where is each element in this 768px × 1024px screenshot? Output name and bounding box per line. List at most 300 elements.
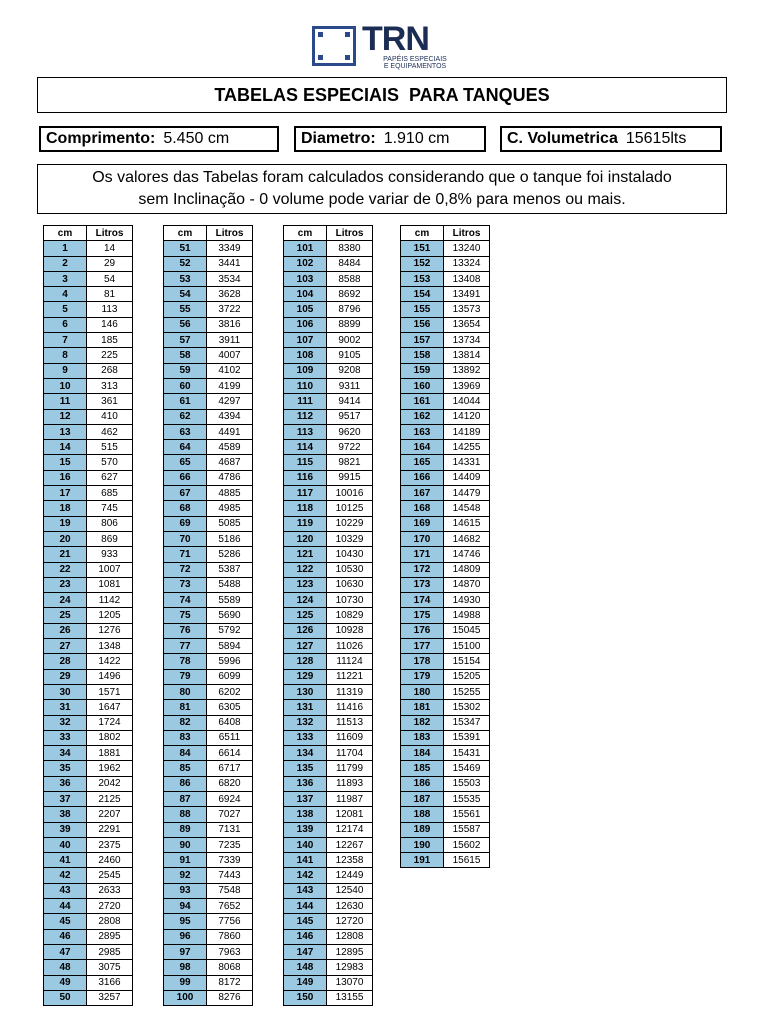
cell-litros: 2720 (87, 899, 133, 914)
table-row (284, 287, 373, 302)
cell-litros: 11987 (327, 791, 373, 806)
table-row (164, 883, 253, 898)
cell-litros: 13070 (327, 975, 373, 990)
cell-cm: 21 (44, 547, 87, 562)
header-litros: Litros (87, 226, 133, 241)
cell-litros: 2895 (87, 929, 133, 944)
cell-cm: 81 (164, 700, 207, 715)
table-row (164, 822, 253, 837)
cell-litros: 5690 (207, 608, 253, 623)
table-row (284, 715, 373, 730)
volume-table-2 (163, 225, 253, 1006)
table-row (401, 669, 490, 684)
cell-cm: 158 (401, 348, 444, 363)
table-row (401, 470, 490, 485)
table-row (284, 883, 373, 898)
cell-cm: 79 (164, 669, 207, 684)
table-row (284, 960, 373, 975)
cell-cm: 138 (284, 807, 327, 822)
cell-litros: 29 (87, 256, 133, 271)
table-row (44, 409, 133, 424)
table-row (164, 960, 253, 975)
cell-cm: 146 (284, 929, 327, 944)
cell-litros: 2125 (87, 791, 133, 806)
cell-cm: 57 (164, 333, 207, 348)
table-row (164, 654, 253, 669)
cell-litros: 8692 (327, 287, 373, 302)
cell-cm: 147 (284, 944, 327, 959)
cell-cm: 118 (284, 501, 327, 516)
cell-litros: 9208 (327, 363, 373, 378)
cell-cm: 91 (164, 853, 207, 868)
cell-cm: 132 (284, 715, 327, 730)
cell-litros: 361 (87, 394, 133, 409)
cell-litros: 13240 (444, 241, 490, 256)
table-row (44, 271, 133, 286)
cell-cm: 140 (284, 837, 327, 852)
table-row (401, 531, 490, 546)
table-row (164, 302, 253, 317)
cell-litros: 10829 (327, 608, 373, 623)
cell-litros: 3075 (87, 960, 133, 975)
cell-cm: 86 (164, 776, 207, 791)
cell-cm: 77 (164, 639, 207, 654)
table-row (401, 822, 490, 837)
cell-litros: 12720 (327, 914, 373, 929)
table-row (401, 837, 490, 852)
table-row (164, 669, 253, 684)
cell-litros: 1205 (87, 608, 133, 623)
table-row (401, 363, 490, 378)
table-row (164, 730, 253, 745)
cell-cm: 48 (44, 960, 87, 975)
table-row (164, 378, 253, 393)
cell-cm: 19 (44, 516, 87, 531)
cell-litros: 15100 (444, 639, 490, 654)
table-header-row (44, 226, 133, 241)
table-row (164, 807, 253, 822)
cell-cm: 35 (44, 761, 87, 776)
table-row (44, 669, 133, 684)
table-row (284, 424, 373, 439)
table-row (284, 409, 373, 424)
table-row (164, 990, 253, 1005)
table-row (44, 715, 133, 730)
cell-litros: 14255 (444, 440, 490, 455)
cell-litros: 11893 (327, 776, 373, 791)
table-row (44, 577, 133, 592)
cell-cm: 163 (401, 424, 444, 439)
cell-cm: 27 (44, 639, 87, 654)
cell-litros: 9722 (327, 440, 373, 455)
cell-litros: 11319 (327, 684, 373, 699)
cell-cm: 24 (44, 593, 87, 608)
table-row (401, 715, 490, 730)
cell-litros: 14930 (444, 593, 490, 608)
cell-cm: 143 (284, 883, 327, 898)
cell-cm: 187 (401, 791, 444, 806)
cell-cm: 33 (44, 730, 87, 745)
cell-litros: 6511 (207, 730, 253, 745)
table-row (44, 944, 133, 959)
header-cm: cm (401, 226, 444, 241)
table-row (284, 501, 373, 516)
table-row (284, 700, 373, 715)
table-row (164, 424, 253, 439)
cell-litros: 10430 (327, 547, 373, 562)
cell-litros: 9915 (327, 470, 373, 485)
table-row (284, 914, 373, 929)
table-row (164, 577, 253, 592)
cell-litros: 13408 (444, 271, 490, 286)
cell-cm: 70 (164, 531, 207, 546)
cell-cm: 85 (164, 761, 207, 776)
table-row (44, 501, 133, 516)
cell-litros: 11513 (327, 715, 373, 730)
cell-cm: 124 (284, 593, 327, 608)
table-row (284, 440, 373, 455)
table-row (164, 455, 253, 470)
cell-litros: 1962 (87, 761, 133, 776)
volumetrica-label: C. Volumetrica (507, 130, 618, 147)
cell-cm: 188 (401, 807, 444, 822)
page-title: TABELAS ESPECIAIS PARA TANQUES (37, 77, 727, 113)
cell-litros: 4297 (207, 394, 253, 409)
cell-litros: 15587 (444, 822, 490, 837)
cell-litros: 11799 (327, 761, 373, 776)
cell-cm: 113 (284, 424, 327, 439)
cell-cm: 136 (284, 776, 327, 791)
cell-litros: 15431 (444, 746, 490, 761)
cell-litros: 10329 (327, 531, 373, 546)
cell-litros: 15615 (444, 853, 490, 868)
cell-litros: 13155 (327, 990, 373, 1005)
cell-cm: 18 (44, 501, 87, 516)
cell-litros: 6202 (207, 684, 253, 699)
cell-cm: 44 (44, 899, 87, 914)
table-row (164, 868, 253, 883)
cell-cm: 99 (164, 975, 207, 990)
cell-litros: 13654 (444, 317, 490, 332)
cell-litros: 4985 (207, 501, 253, 516)
cell-litros: 14615 (444, 516, 490, 531)
table-row (284, 837, 373, 852)
table-row (44, 440, 133, 455)
table-row (401, 577, 490, 592)
cell-litros: 9105 (327, 348, 373, 363)
cell-cm: 156 (401, 317, 444, 332)
cell-litros: 9620 (327, 424, 373, 439)
cell-cm: 92 (164, 868, 207, 883)
cell-cm: 11 (44, 394, 87, 409)
table-row (44, 746, 133, 761)
cell-litros: 15602 (444, 837, 490, 852)
cell-litros: 146 (87, 317, 133, 332)
table-row (44, 348, 133, 363)
cell-litros: 10530 (327, 562, 373, 577)
table-row (284, 746, 373, 761)
cell-litros: 14682 (444, 531, 490, 546)
note-box (37, 164, 727, 214)
cell-litros: 12540 (327, 883, 373, 898)
cell-cm: 159 (401, 363, 444, 378)
cell-litros: 685 (87, 486, 133, 501)
cell-cm: 29 (44, 669, 87, 684)
table-row (401, 271, 490, 286)
cell-cm: 59 (164, 363, 207, 378)
cell-litros: 14746 (444, 547, 490, 562)
cell-litros: 13491 (444, 287, 490, 302)
table-row (44, 990, 133, 1005)
cell-litros: 515 (87, 440, 133, 455)
table-row (164, 271, 253, 286)
cell-cm: 13 (44, 424, 87, 439)
cell-litros: 3722 (207, 302, 253, 317)
table-row (401, 455, 490, 470)
table-row (284, 684, 373, 699)
table-row (164, 608, 253, 623)
cell-cm: 139 (284, 822, 327, 837)
table-row (44, 608, 133, 623)
cell-cm: 4 (44, 287, 87, 302)
cell-cm: 154 (401, 287, 444, 302)
table-row (44, 333, 133, 348)
cell-litros: 15045 (444, 623, 490, 638)
header-cm: cm (44, 226, 87, 241)
cell-litros: 6924 (207, 791, 253, 806)
table-row (164, 440, 253, 455)
cell-cm: 128 (284, 654, 327, 669)
cell-cm: 148 (284, 960, 327, 975)
volume-table-3 (283, 225, 373, 1006)
table-row (284, 256, 373, 271)
cell-cm: 116 (284, 470, 327, 485)
cell-cm: 185 (401, 761, 444, 776)
cell-litros: 12449 (327, 868, 373, 883)
cell-cm: 141 (284, 853, 327, 868)
cell-cm: 98 (164, 960, 207, 975)
table-row (164, 929, 253, 944)
cell-cm: 3 (44, 271, 87, 286)
table-row (401, 302, 490, 317)
cell-litros: 1007 (87, 562, 133, 577)
cell-litros: 3257 (87, 990, 133, 1005)
cell-cm: 1 (44, 241, 87, 256)
cell-cm: 82 (164, 715, 207, 730)
cell-litros: 15535 (444, 791, 490, 806)
cell-litros: 4102 (207, 363, 253, 378)
cell-litros: 7652 (207, 899, 253, 914)
cell-cm: 162 (401, 409, 444, 424)
cell-cm: 178 (401, 654, 444, 669)
cell-cm: 129 (284, 669, 327, 684)
table-row (401, 394, 490, 409)
cell-cm: 7 (44, 333, 87, 348)
cell-litros: 1081 (87, 577, 133, 592)
cell-litros: 10928 (327, 623, 373, 638)
cell-cm: 145 (284, 914, 327, 929)
cell-litros: 8380 (327, 241, 373, 256)
table-row (164, 899, 253, 914)
table-row (164, 837, 253, 852)
cell-litros: 8276 (207, 990, 253, 1005)
cell-cm: 142 (284, 868, 327, 883)
cell-litros: 2633 (87, 883, 133, 898)
cell-cm: 60 (164, 378, 207, 393)
cell-cm: 5 (44, 302, 87, 317)
cell-cm: 45 (44, 914, 87, 929)
cell-cm: 170 (401, 531, 444, 546)
cell-litros: 5186 (207, 531, 253, 546)
diametro-label: Diametro: (301, 130, 376, 147)
table-row (284, 776, 373, 791)
table-row (401, 348, 490, 363)
cell-litros: 11704 (327, 746, 373, 761)
cell-cm: 189 (401, 822, 444, 837)
header-litros: Litros (444, 226, 490, 241)
table-row (44, 302, 133, 317)
cell-cm: 120 (284, 531, 327, 546)
cell-cm: 181 (401, 700, 444, 715)
cell-litros: 14120 (444, 409, 490, 424)
cell-litros: 3816 (207, 317, 253, 332)
cell-litros: 15347 (444, 715, 490, 730)
table-row (44, 730, 133, 745)
table-row (401, 807, 490, 822)
table-row (401, 730, 490, 745)
cell-litros: 10125 (327, 501, 373, 516)
cell-cm: 179 (401, 669, 444, 684)
cell-cm: 6 (44, 317, 87, 332)
cell-litros: 627 (87, 470, 133, 485)
cell-litros: 1496 (87, 669, 133, 684)
table-row (284, 486, 373, 501)
cell-litros: 14331 (444, 455, 490, 470)
table-row (44, 241, 133, 256)
cell-litros: 2985 (87, 944, 133, 959)
table-row (164, 944, 253, 959)
cell-cm: 134 (284, 746, 327, 761)
table-row (284, 333, 373, 348)
table-row (164, 623, 253, 638)
cell-cm: 157 (401, 333, 444, 348)
table-row (284, 593, 373, 608)
volumetrica-value: 15615lts (625, 130, 687, 147)
comprimento-value: 5.450 cm (163, 130, 230, 147)
cell-cm: 58 (164, 348, 207, 363)
table-row (401, 256, 490, 271)
table-row (44, 776, 133, 791)
cell-cm: 31 (44, 700, 87, 715)
cell-litros: 2375 (87, 837, 133, 852)
table-row (284, 271, 373, 286)
cell-litros: 11026 (327, 639, 373, 654)
cell-litros: 1647 (87, 700, 133, 715)
cell-cm: 80 (164, 684, 207, 699)
table-row (164, 348, 253, 363)
table-row (44, 593, 133, 608)
cell-cm: 36 (44, 776, 87, 791)
header-cm: cm (164, 226, 207, 241)
cell-cm: 167 (401, 486, 444, 501)
cell-litros: 13324 (444, 256, 490, 271)
cell-litros: 5792 (207, 623, 253, 638)
table-row (284, 348, 373, 363)
cell-cm: 144 (284, 899, 327, 914)
cell-cm: 66 (164, 470, 207, 485)
table-row (44, 791, 133, 806)
table-row (164, 317, 253, 332)
table-row (44, 317, 133, 332)
cell-litros: 15302 (444, 700, 490, 715)
table-row (401, 333, 490, 348)
cell-cm: 168 (401, 501, 444, 516)
cell-cm: 78 (164, 654, 207, 669)
table-row (164, 700, 253, 715)
cell-cm: 190 (401, 837, 444, 852)
cell-cm: 17 (44, 486, 87, 501)
cell-litros: 15205 (444, 669, 490, 684)
volume-table-1 (43, 225, 133, 1006)
cell-cm: 20 (44, 531, 87, 546)
table-row (401, 547, 490, 562)
cell-litros: 2545 (87, 868, 133, 883)
cell-cm: 22 (44, 562, 87, 577)
cell-cm: 47 (44, 944, 87, 959)
cell-litros: 9311 (327, 378, 373, 393)
cell-litros: 7963 (207, 944, 253, 959)
table-row (164, 363, 253, 378)
table-row (44, 486, 133, 501)
cell-litros: 5085 (207, 516, 253, 531)
table-row (44, 883, 133, 898)
table-row (164, 394, 253, 409)
cell-litros: 9002 (327, 333, 373, 348)
table-row (401, 440, 490, 455)
cell-litros: 4199 (207, 378, 253, 393)
cell-cm: 108 (284, 348, 327, 363)
table-row (401, 378, 490, 393)
table-row (284, 470, 373, 485)
table-row (284, 516, 373, 531)
cell-litros: 1571 (87, 684, 133, 699)
cell-cm: 49 (44, 975, 87, 990)
table-row (284, 302, 373, 317)
header-litros: Litros (207, 226, 253, 241)
cell-cm: 177 (401, 639, 444, 654)
cell-cm: 114 (284, 440, 327, 455)
table-row (401, 516, 490, 531)
table-row (164, 256, 253, 271)
cell-cm: 53 (164, 271, 207, 286)
cell-litros: 15255 (444, 684, 490, 699)
table-row (284, 669, 373, 684)
cell-litros: 8484 (327, 256, 373, 271)
table-row (401, 791, 490, 806)
cell-litros: 12174 (327, 822, 373, 837)
cell-litros: 14548 (444, 501, 490, 516)
cell-cm: 96 (164, 929, 207, 944)
cell-cm: 2 (44, 256, 87, 271)
cell-litros: 14044 (444, 394, 490, 409)
cell-litros: 5894 (207, 639, 253, 654)
cell-cm: 131 (284, 700, 327, 715)
table-row (401, 241, 490, 256)
table-row (284, 378, 373, 393)
cell-cm: 100 (164, 990, 207, 1005)
table-row (44, 424, 133, 439)
cell-cm: 176 (401, 623, 444, 638)
